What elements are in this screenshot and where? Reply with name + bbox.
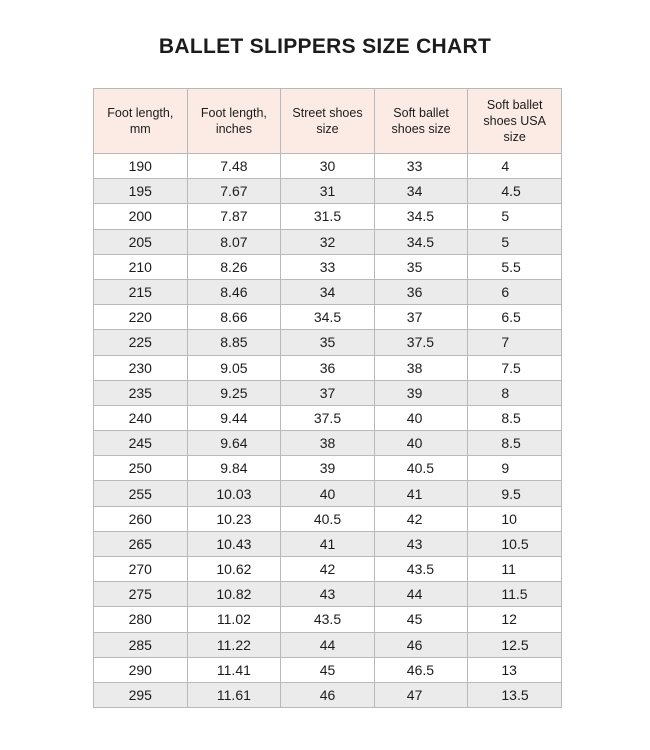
foot-length-mm-cell: 220 bbox=[94, 305, 188, 330]
soft-ballet-shoes-size-cell: 42 bbox=[374, 506, 468, 531]
street-shoes-size-cell: 35 bbox=[281, 330, 375, 355]
foot-length-mm-cell: 215 bbox=[94, 279, 188, 304]
foot-length-inches-cell: 11.22 bbox=[187, 632, 281, 657]
table-row bbox=[94, 204, 562, 229]
foot-length-mm-cell: 200 bbox=[94, 204, 188, 229]
street-shoes-size-cell: 34.5 bbox=[281, 305, 375, 330]
foot-length-mm-cell: 265 bbox=[94, 531, 188, 556]
header-soft-ballet-shoes-usa-size: Soft ballet shoes USA size bbox=[468, 89, 562, 154]
soft-ballet-shoes-size-cell: 43 bbox=[374, 531, 468, 556]
street-shoes-size-cell: 37.5 bbox=[281, 405, 375, 430]
foot-length-inches-cell: 9.84 bbox=[187, 456, 281, 481]
table-row bbox=[94, 305, 562, 330]
foot-length-inches-cell: 9.64 bbox=[187, 431, 281, 456]
soft-ballet-shoes-size-cell: 35 bbox=[374, 254, 468, 279]
foot-length-inches-cell: 10.03 bbox=[187, 481, 281, 506]
soft-ballet-shoes-size-cell: 40 bbox=[374, 405, 468, 430]
soft-ballet-shoes-size-cell: 47 bbox=[374, 682, 468, 707]
table-row bbox=[94, 682, 562, 707]
soft-ballet-shoes-size-cell: 45 bbox=[374, 607, 468, 632]
soft-ballet-usa-size-cell: 9 bbox=[468, 456, 562, 481]
table-row bbox=[94, 657, 562, 682]
soft-ballet-usa-size-cell: 4.5 bbox=[468, 179, 562, 204]
soft-ballet-usa-size-cell: 8.5 bbox=[468, 431, 562, 456]
soft-ballet-usa-size-cell: 8.5 bbox=[468, 405, 562, 430]
soft-ballet-shoes-size-cell: 34.5 bbox=[374, 204, 468, 229]
street-shoes-size-cell: 32 bbox=[281, 229, 375, 254]
soft-ballet-shoes-size-cell: 37 bbox=[374, 305, 468, 330]
soft-ballet-usa-size-cell: 12.5 bbox=[468, 632, 562, 657]
foot-length-mm-cell: 290 bbox=[94, 657, 188, 682]
soft-ballet-usa-size-cell: 13 bbox=[468, 657, 562, 682]
table-row bbox=[94, 531, 562, 556]
foot-length-mm-cell: 195 bbox=[94, 179, 188, 204]
table-row bbox=[94, 330, 562, 355]
street-shoes-size-cell: 36 bbox=[281, 355, 375, 380]
table-row bbox=[94, 154, 562, 179]
soft-ballet-usa-size-cell: 8 bbox=[468, 380, 562, 405]
foot-length-mm-cell: 245 bbox=[94, 431, 188, 456]
foot-length-mm-cell: 270 bbox=[94, 557, 188, 582]
table-row bbox=[94, 254, 562, 279]
header-row bbox=[94, 89, 562, 154]
table-row bbox=[94, 279, 562, 304]
soft-ballet-shoes-size-cell: 33 bbox=[374, 154, 468, 179]
table-body bbox=[94, 154, 562, 708]
street-shoes-size-cell: 40.5 bbox=[281, 506, 375, 531]
table-row bbox=[94, 557, 562, 582]
header-soft-ballet-shoes-size: Soft ballet shoes size bbox=[374, 89, 468, 154]
soft-ballet-usa-size-cell: 6 bbox=[468, 279, 562, 304]
header-foot-length-mm: Foot length, mm bbox=[94, 89, 188, 154]
street-shoes-size-cell: 43 bbox=[281, 582, 375, 607]
table-row bbox=[94, 632, 562, 657]
soft-ballet-shoes-size-cell: 40 bbox=[374, 431, 468, 456]
street-shoes-size-cell: 43.5 bbox=[281, 607, 375, 632]
size-chart-table bbox=[93, 88, 562, 708]
street-shoes-size-cell: 45 bbox=[281, 657, 375, 682]
table-row bbox=[94, 431, 562, 456]
soft-ballet-shoes-size-cell: 36 bbox=[374, 279, 468, 304]
foot-length-inches-cell: 7.87 bbox=[187, 204, 281, 229]
table-row bbox=[94, 582, 562, 607]
street-shoes-size-cell: 38 bbox=[281, 431, 375, 456]
foot-length-mm-cell: 190 bbox=[94, 154, 188, 179]
header-foot-length-inches: Foot length, inches bbox=[187, 89, 281, 154]
soft-ballet-shoes-size-cell: 46.5 bbox=[374, 657, 468, 682]
street-shoes-size-cell: 37 bbox=[281, 380, 375, 405]
foot-length-inches-cell: 11.61 bbox=[187, 682, 281, 707]
foot-length-inches-cell: 10.62 bbox=[187, 557, 281, 582]
foot-length-inches-cell: 7.67 bbox=[187, 179, 281, 204]
soft-ballet-usa-size-cell: 9.5 bbox=[468, 481, 562, 506]
foot-length-inches-cell: 11.02 bbox=[187, 607, 281, 632]
foot-length-mm-cell: 250 bbox=[94, 456, 188, 481]
foot-length-inches-cell: 8.66 bbox=[187, 305, 281, 330]
soft-ballet-usa-size-cell: 5 bbox=[468, 204, 562, 229]
soft-ballet-shoes-size-cell: 34.5 bbox=[374, 229, 468, 254]
soft-ballet-shoes-size-cell: 40.5 bbox=[374, 456, 468, 481]
foot-length-mm-cell: 210 bbox=[94, 254, 188, 279]
foot-length-mm-cell: 260 bbox=[94, 506, 188, 531]
soft-ballet-shoes-size-cell: 41 bbox=[374, 481, 468, 506]
soft-ballet-shoes-size-cell: 37.5 bbox=[374, 330, 468, 355]
street-shoes-size-cell: 39 bbox=[281, 456, 375, 481]
foot-length-mm-cell: 230 bbox=[94, 355, 188, 380]
soft-ballet-usa-size-cell: 7 bbox=[468, 330, 562, 355]
foot-length-mm-cell: 275 bbox=[94, 582, 188, 607]
foot-length-inches-cell: 11.41 bbox=[187, 657, 281, 682]
foot-length-mm-cell: 295 bbox=[94, 682, 188, 707]
header-street-shoes-size: Street shoes size bbox=[281, 89, 375, 154]
table-row bbox=[94, 481, 562, 506]
table-row bbox=[94, 456, 562, 481]
street-shoes-size-cell: 46 bbox=[281, 682, 375, 707]
street-shoes-size-cell: 40 bbox=[281, 481, 375, 506]
table-row bbox=[94, 355, 562, 380]
soft-ballet-shoes-size-cell: 39 bbox=[374, 380, 468, 405]
foot-length-mm-cell: 255 bbox=[94, 481, 188, 506]
page-title: BALLET SLIPPERS SIZE CHART bbox=[158, 35, 492, 58]
soft-ballet-usa-size-cell: 4 bbox=[468, 154, 562, 179]
soft-ballet-usa-size-cell: 6.5 bbox=[468, 305, 562, 330]
soft-ballet-shoes-size-cell: 44 bbox=[374, 582, 468, 607]
soft-ballet-shoes-size-cell: 43.5 bbox=[374, 557, 468, 582]
street-shoes-size-cell: 33 bbox=[281, 254, 375, 279]
soft-ballet-shoes-size-cell: 38 bbox=[374, 355, 468, 380]
foot-length-inches-cell: 10.82 bbox=[187, 582, 281, 607]
soft-ballet-usa-size-cell: 10 bbox=[468, 506, 562, 531]
table-row bbox=[94, 405, 562, 430]
street-shoes-size-cell: 31 bbox=[281, 179, 375, 204]
foot-length-mm-cell: 235 bbox=[94, 380, 188, 405]
foot-length-inches-cell: 8.46 bbox=[187, 279, 281, 304]
foot-length-inches-cell: 9.44 bbox=[187, 405, 281, 430]
table-row bbox=[94, 506, 562, 531]
soft-ballet-usa-size-cell: 7.5 bbox=[468, 355, 562, 380]
foot-length-inches-cell: 9.05 bbox=[187, 355, 281, 380]
table-row bbox=[94, 179, 562, 204]
street-shoes-size-cell: 34 bbox=[281, 279, 375, 304]
foot-length-mm-cell: 225 bbox=[94, 330, 188, 355]
soft-ballet-usa-size-cell: 12 bbox=[468, 607, 562, 632]
street-shoes-size-cell: 31.5 bbox=[281, 204, 375, 229]
foot-length-inches-cell: 10.23 bbox=[187, 506, 281, 531]
foot-length-inches-cell: 7.48 bbox=[187, 154, 281, 179]
table-row bbox=[94, 229, 562, 254]
soft-ballet-shoes-size-cell: 34 bbox=[374, 179, 468, 204]
foot-length-mm-cell: 205 bbox=[94, 229, 188, 254]
street-shoes-size-cell: 41 bbox=[281, 531, 375, 556]
foot-length-inches-cell: 10.43 bbox=[187, 531, 281, 556]
table-row bbox=[94, 607, 562, 632]
soft-ballet-usa-size-cell: 10.5 bbox=[468, 531, 562, 556]
foot-length-mm-cell: 285 bbox=[94, 632, 188, 657]
foot-length-mm-cell: 240 bbox=[94, 405, 188, 430]
foot-length-inches-cell: 8.07 bbox=[187, 229, 281, 254]
soft-ballet-usa-size-cell: 13.5 bbox=[468, 682, 562, 707]
street-shoes-size-cell: 42 bbox=[281, 557, 375, 582]
soft-ballet-usa-size-cell: 5.5 bbox=[468, 254, 562, 279]
soft-ballet-usa-size-cell: 11.5 bbox=[468, 582, 562, 607]
foot-length-mm-cell: 280 bbox=[94, 607, 188, 632]
foot-length-inches-cell: 8.26 bbox=[187, 254, 281, 279]
soft-ballet-shoes-size-cell: 46 bbox=[374, 632, 468, 657]
foot-length-inches-cell: 8.85 bbox=[187, 330, 281, 355]
soft-ballet-usa-size-cell: 11 bbox=[468, 557, 562, 582]
table-row bbox=[94, 380, 562, 405]
soft-ballet-usa-size-cell: 5 bbox=[468, 229, 562, 254]
street-shoes-size-cell: 30 bbox=[281, 154, 375, 179]
street-shoes-size-cell: 44 bbox=[281, 632, 375, 657]
foot-length-inches-cell: 9.25 bbox=[187, 380, 281, 405]
